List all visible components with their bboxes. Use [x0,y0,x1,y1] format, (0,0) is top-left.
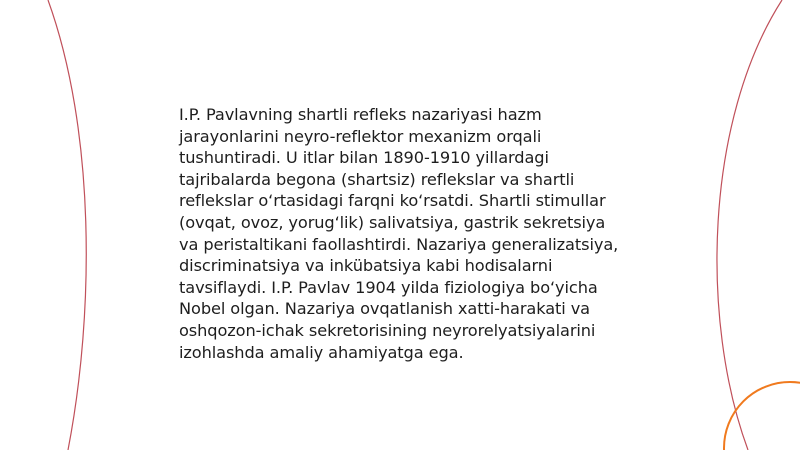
right-arc-decoration [717,0,782,450]
slide-body-text: I.P. Pavlavning shartli refleks nazariyasi hazm jarayonlarini neyro-reflektor mexanizm orqali tushuntiradi. U itlar bilan 1890-1910 yillardagi tajribalarda begona (shartsiz) reflekslar va shartli reflekslar o‘rtasidagi farqni ko‘rsatdi. Shartli stimullar (ovqat, ovoz, yorug‘lik) salivatsiya, gastrik sekretsiya va peristaltikani faollashtirdi. Nazariya generalizatsiya, discriminatsiya va inkübatsiya kabi hodisalarni tavsiflaydi. I.P. Pavlav 1904 yilda fiziologiya bo‘yicha Nobel olgan. Nazariya ovqatlanish xatti-harakati va oshqozon-ichak sekretorisining neyrorelyatsiyalarini izohlashda amaliy ahamiyatga ega. [179,105,619,362]
orange-circle-decoration [724,382,800,450]
left-arc-decoration [48,0,86,450]
